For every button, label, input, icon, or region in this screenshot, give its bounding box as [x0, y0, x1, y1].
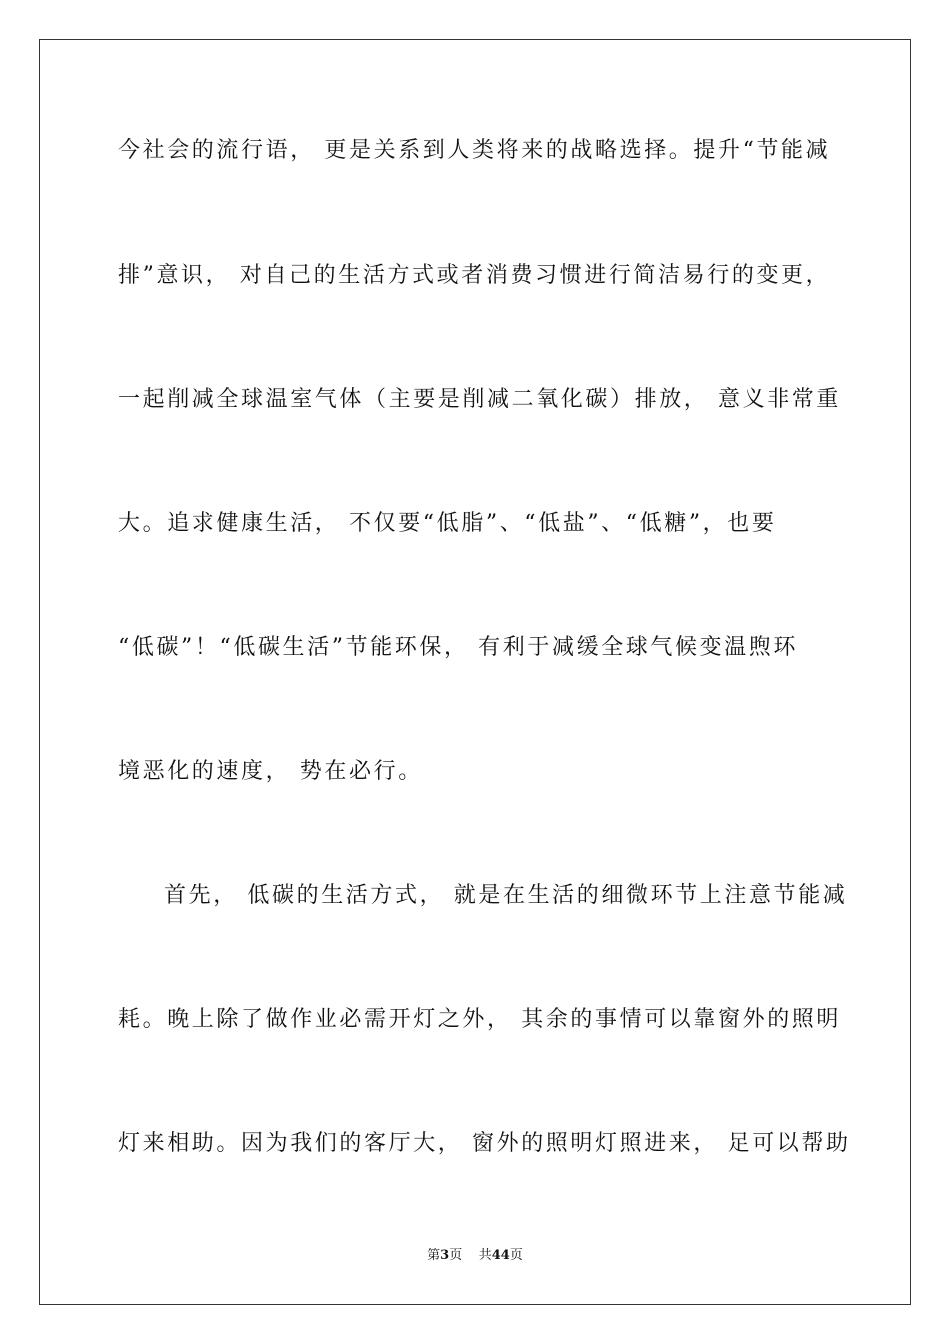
body-text-line: 今社会的流行语， 更是关系到人类将来的战略选择。提升“节能减 [118, 138, 831, 163]
page-border [39, 39, 911, 1305]
body-text-line: 排”意识， 对自己的生活方式或者消费习惯进行简洁易行的变更， [118, 263, 831, 288]
body-text-line: 大。追求健康生活， 不仅要“低脂”、“低盐”、“低糖”，也要 [118, 511, 777, 536]
total-pages: 44 [491, 1248, 510, 1263]
total-label-suffix: 页 [509, 1248, 523, 1263]
body-text-line: “低碳”！“低碳生活”节能环保， 有利于减缓全球气候变温煦环 [118, 635, 798, 660]
body-text-line: 一起削减全球温室气体（主要是削减二氧化碳）排放， 意义非常重 [118, 387, 841, 412]
page-label-prefix: 第 [427, 1248, 441, 1263]
total-label-prefix: 共 [478, 1248, 492, 1263]
page-number: 3 [440, 1248, 450, 1263]
body-text-line: 灯来相助。因为我们的客厅大， 窗外的照明灯照进来， 足可以帮助 [118, 1131, 851, 1156]
body-text-line: 耗。晚上除了做作业必需开灯之外， 其余的事情可以靠窗外的照明 [118, 1007, 841, 1032]
page-footer [0, 1247, 950, 1265]
page-label-suffix: 页 [449, 1248, 463, 1263]
body-text-line: 境恶化的速度， 势在必行。 [118, 759, 423, 784]
paragraph-first-line: 首先， 低碳的生活方式， 就是在生活的细微环节上注意节能减 [164, 883, 848, 908]
